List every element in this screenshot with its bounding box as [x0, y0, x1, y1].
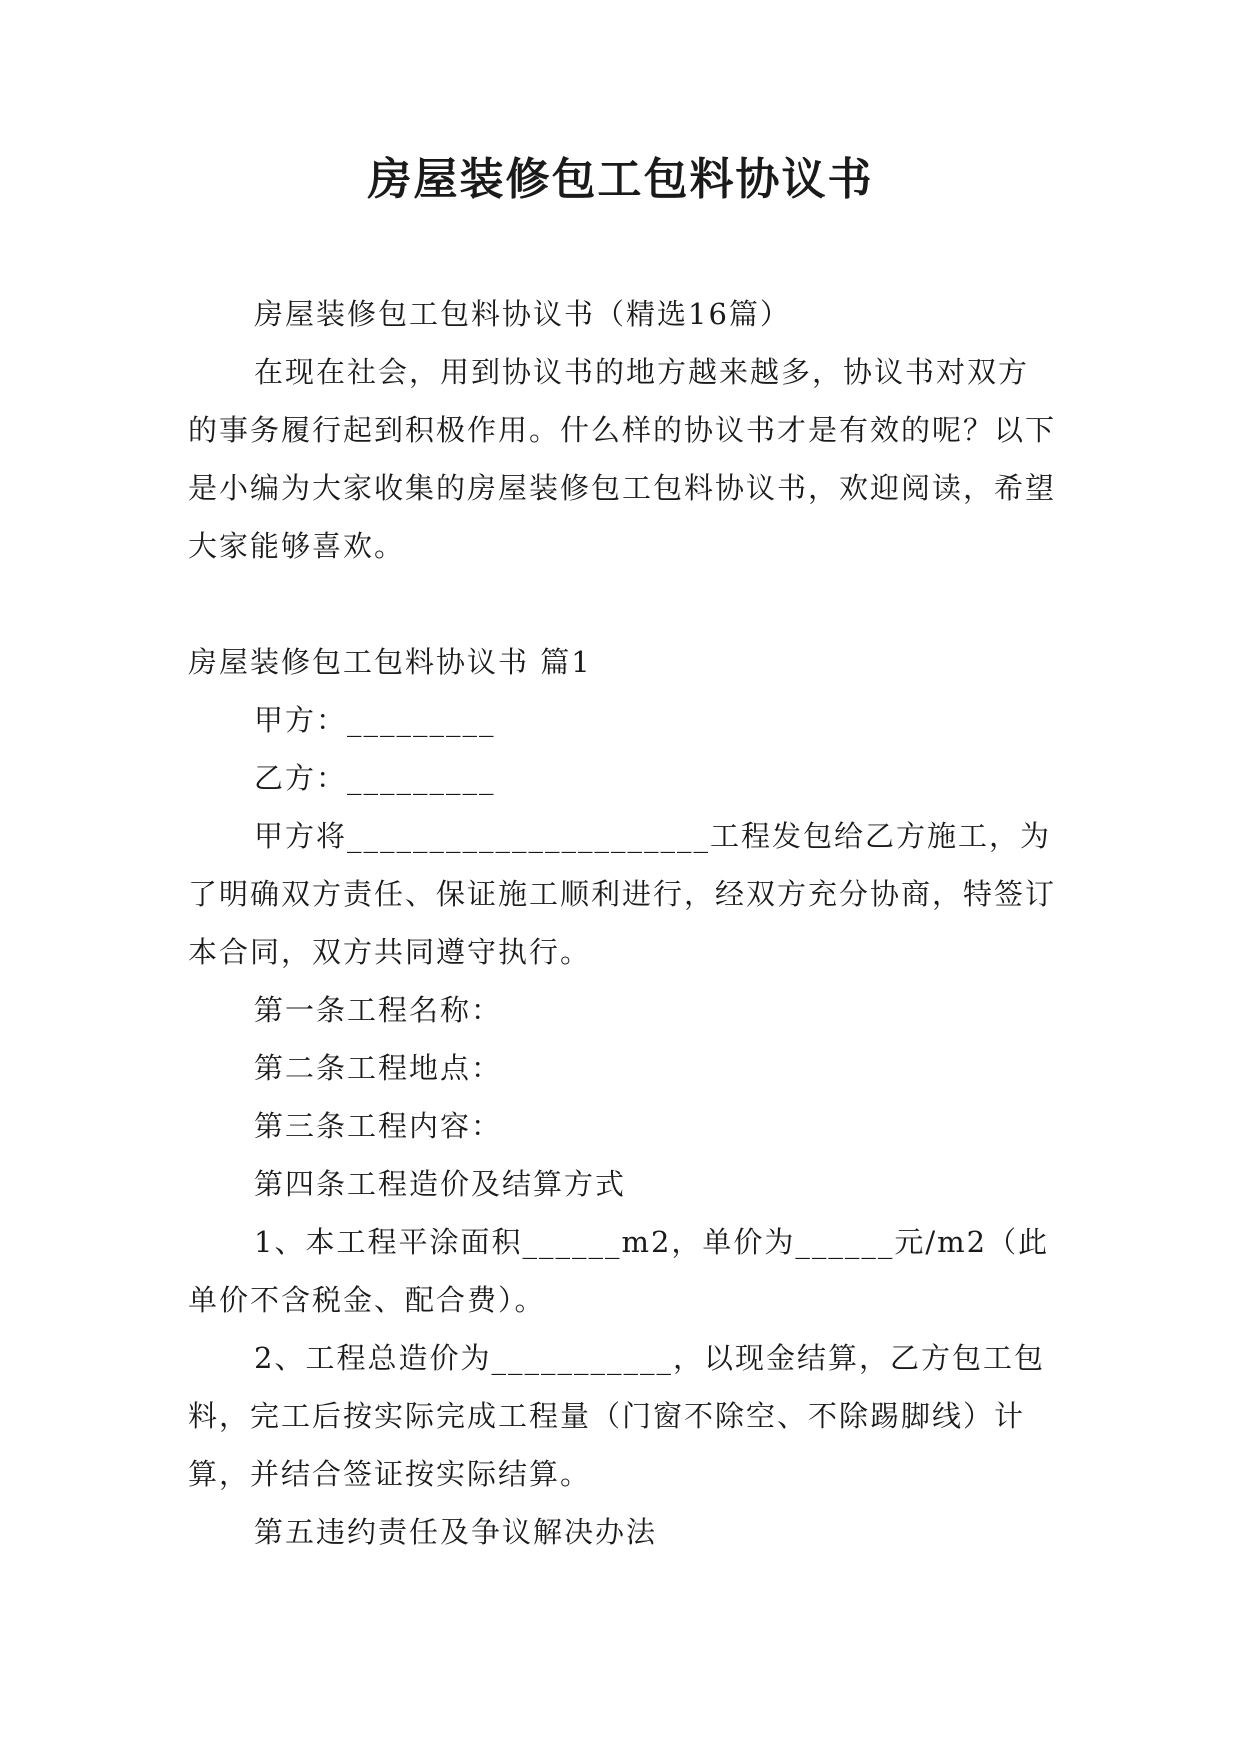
- preamble-paragraph: 甲方将______________________工程发包给乙方施工，为了明确双方责任、保证施工顺利进行，经双方充分协商，特签订本合同，双方共同遵守执行。: [188, 819, 1057, 969]
- section-heading: 房屋装修包工包料协议书 篇1: [188, 645, 592, 679]
- document-title: 房屋装修包工包料协议书: [367, 154, 874, 205]
- article-1: 第一条工程名称：: [254, 993, 503, 1027]
- party-b-line: 乙方：_________: [254, 761, 496, 795]
- article-2: 第二条工程地点：: [254, 1051, 503, 1085]
- party-a-line: 甲方：_________: [254, 703, 496, 737]
- clause-2: 2、工程总造价为___________，以现金结算，乙方包工包料，完工后按实际完成工程量（门窗不除空、不除踢脚线）计算，并结合签证按实际结算。: [188, 1341, 1045, 1491]
- document-body: [188, 285, 1058, 1561]
- article-4: 第四条工程造价及结算方式: [254, 1167, 627, 1201]
- paragraph-spacer: [188, 575, 1058, 633]
- article-5: 第五违约责任及争议解决办法: [254, 1515, 658, 1549]
- intro-title: 房屋装修包工包料协议书（精选16篇）: [254, 297, 791, 331]
- article-3: 第三条工程内容：: [254, 1109, 503, 1143]
- intro-paragraph: 在现在社会，用到协议书的地方越来越多，协议书对双方的事务履行起到积极作用。什么样的协议书才是有效的呢？以下是小编为大家收集的房屋装修包工包料协议书，欢迎阅读，希望大家能够喜欢。: [188, 355, 1057, 563]
- clause-1: 1、本工程平涂面积______m2，单价为______元/m2（此单价不含税金、配合费）。: [188, 1225, 1050, 1317]
